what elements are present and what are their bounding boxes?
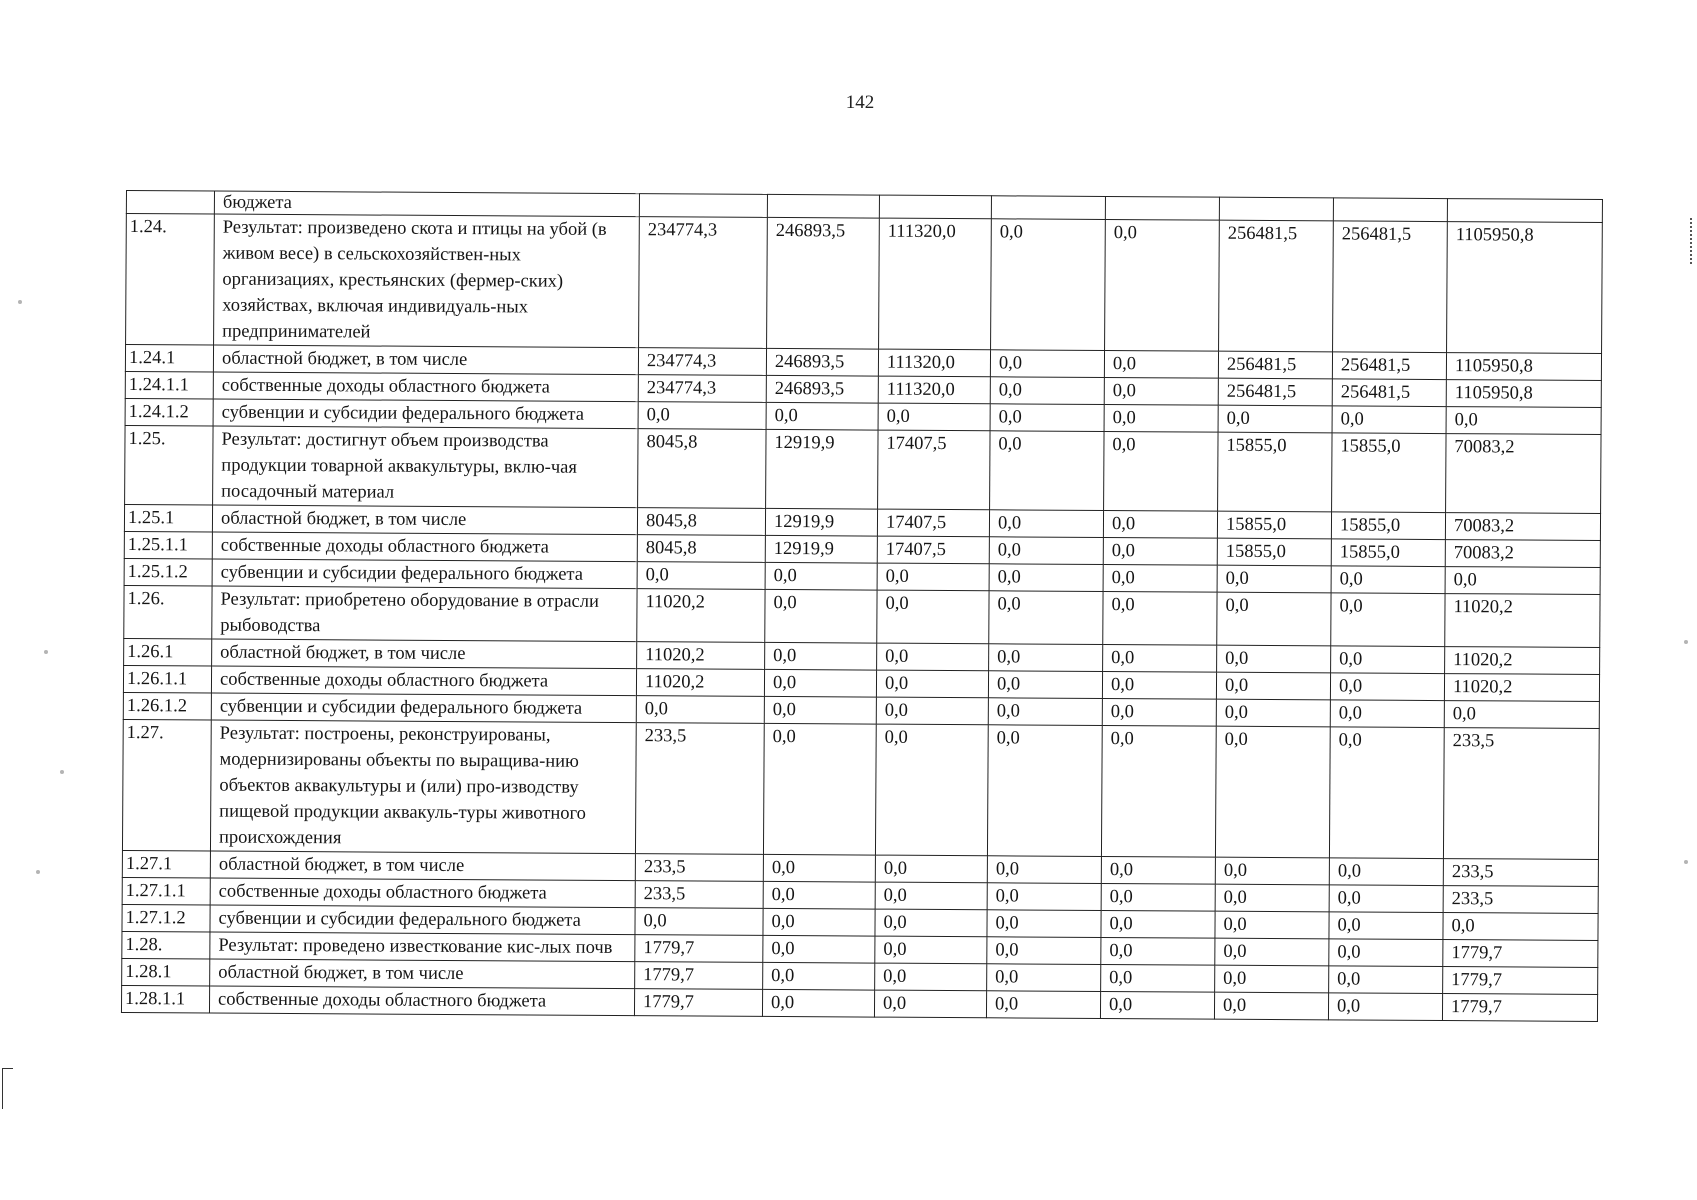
row-value-7: 15855,0 [1332, 433, 1446, 513]
row-value-5: 0,0 [1102, 698, 1216, 726]
row-value-1: 0,0 [638, 402, 766, 430]
row-value-7: 0,0 [1328, 993, 1442, 1021]
row-value-4: 0,0 [987, 964, 1101, 992]
row-code: 1.28. [122, 931, 210, 959]
row-value-7: 0,0 [1329, 966, 1443, 994]
row-value-4: 0,0 [988, 698, 1102, 726]
row-value-3: 0,0 [877, 643, 989, 671]
row-value-7: 256481,5 [1333, 221, 1448, 353]
row-code [126, 191, 214, 215]
row-value-5: 0,0 [1101, 883, 1215, 911]
row-value-1: 8045,8 [637, 508, 765, 536]
row-value-4: 0,0 [989, 510, 1103, 538]
row-name: Результат: построены, реконструированы, модернизированы объекты по выращива-нию объектов аквакультуры и (или) про-изводству пищевой продукции аквакуль-туры животного происхождения [210, 720, 636, 854]
row-value-5: 0,0 [1104, 350, 1218, 378]
row-value-6: 0,0 [1216, 672, 1330, 700]
row-value-6: 0,0 [1218, 405, 1332, 433]
row-value-5: 0,0 [1104, 404, 1218, 432]
row-value-3: 0,0 [876, 697, 988, 725]
row-value-4: 0,0 [989, 591, 1103, 645]
row-value-3: 0,0 [877, 563, 989, 591]
row-name: Результат: произведено скота и птицы на убой (в живом весе) в сельскохозяйствен-ных организациях, крестьянских (фермер-ских) хозяйствах, включая индивидуаль-ных предпринимателей [214, 214, 640, 348]
row-value-5: 0,0 [1101, 725, 1216, 857]
row-value-1: 1779,7 [634, 989, 762, 1017]
row-value-3: 17407,5 [877, 509, 989, 537]
row-value-8: 1779,7 [1443, 940, 1598, 968]
row-value-8: 0,0 [1444, 701, 1599, 729]
row-value-3: 0,0 [876, 670, 988, 698]
row-value-7: 256481,5 [1332, 379, 1446, 407]
row-value-4: 0,0 [991, 219, 1106, 351]
row-value-5: 0,0 [1104, 431, 1218, 511]
row-value-3: 0,0 [877, 590, 989, 644]
row-value-6: 0,0 [1214, 992, 1328, 1020]
row-code: 1.24.1.2 [125, 398, 213, 426]
row-value-2: 0,0 [765, 642, 877, 670]
scan-speck [60, 770, 64, 774]
row-value-3: 0,0 [875, 963, 987, 991]
row-name: областной бюджет, в том числе [210, 959, 635, 989]
row-value-8: 1779,7 [1442, 994, 1597, 1022]
row-name: субвенции и субсидии федерального бюджета [211, 693, 636, 723]
row-value-1: 11020,2 [637, 642, 765, 670]
row-value-1: 11020,2 [637, 589, 765, 643]
row-value-5: 0,0 [1104, 377, 1218, 405]
row-code: 1.26.1 [124, 638, 212, 666]
row-value-6: 15855,0 [1218, 432, 1332, 512]
row-value-4: 0,0 [989, 537, 1103, 565]
row-name: субвенции и субсидии федерального бюджета [213, 399, 638, 429]
row-value-5: 0,0 [1103, 644, 1217, 672]
row-value-6: 0,0 [1217, 592, 1331, 646]
row-value-6: 15855,0 [1217, 538, 1331, 566]
row-name: Результат: достигнут объем производства продукции товарной аквакультуры, вклю-чая посадочный материал [213, 426, 638, 508]
row-value-1: 233,5 [635, 854, 763, 882]
budget-table [121, 190, 1603, 1022]
row-value-2: 0,0 [763, 881, 875, 909]
row-code: 1.24.1.1 [125, 371, 213, 399]
row-value-8: 11020,2 [1444, 674, 1599, 702]
row-value-5: 0,0 [1103, 591, 1217, 645]
row-value-6: 0,0 [1215, 938, 1329, 966]
row-value-4: 0,0 [987, 937, 1101, 965]
row-value-5 [1105, 196, 1219, 220]
row-value-8: 70083,2 [1445, 513, 1600, 541]
row-value-3: 0,0 [878, 403, 990, 431]
row-value-5: 0,0 [1101, 937, 1215, 965]
row-value-5: 0,0 [1101, 910, 1215, 938]
row-value-6: 0,0 [1217, 565, 1331, 593]
row-name: бюджета [214, 191, 639, 217]
row-value-1: 11020,2 [636, 669, 764, 697]
row-name: Результат: проведено известкование кис-лых почв [210, 932, 635, 962]
row-value-8: 0,0 [1446, 407, 1601, 435]
row-value-1: 0,0 [637, 562, 765, 590]
row-name: Результат: приобретено оборудование в отрасли рыбоводства [212, 586, 637, 642]
row-value-5: 0,0 [1103, 537, 1217, 565]
row-code: 1.25.1.1 [124, 531, 212, 559]
row-value-4 [991, 196, 1105, 220]
row-value-1: 0,0 [636, 696, 764, 724]
row-value-7: 0,0 [1331, 646, 1445, 674]
row-code: 1.24. [126, 214, 215, 346]
row-name: субвенции и субсидии федерального бюджета [212, 559, 637, 589]
row-name: областной бюджет, в том числе [212, 639, 637, 669]
row-value-2: 0,0 [766, 402, 878, 430]
row-value-2: 0,0 [763, 908, 875, 936]
row-value-1: 234774,3 [638, 348, 766, 376]
row-value-2: 0,0 [765, 589, 877, 643]
row-value-8: 70083,2 [1446, 434, 1601, 514]
row-value-4: 0,0 [987, 856, 1101, 884]
row-value-3: 111320,0 [878, 349, 990, 377]
row-value-2: 12919,9 [765, 535, 877, 563]
row-value-3: 0,0 [875, 882, 987, 910]
row-value-5: 0,0 [1101, 856, 1215, 884]
row-value-2: 246893,5 [766, 375, 878, 403]
row-value-2: 0,0 [763, 935, 875, 963]
row-value-4: 0,0 [987, 883, 1101, 911]
row-value-6: 0,0 [1216, 699, 1330, 727]
row-value-2: 0,0 [763, 962, 875, 990]
row-value-1: 234774,3 [638, 375, 766, 403]
row-value-8: 1105950,8 [1446, 353, 1601, 381]
row-value-5: 0,0 [1103, 510, 1217, 538]
row-value-6: 256481,5 [1218, 378, 1332, 406]
row-code: 1.25.1 [124, 504, 212, 532]
row-value-8: 1779,7 [1443, 967, 1598, 995]
row-value-3: 0,0 [875, 724, 988, 856]
row-value-5: 0,0 [1102, 671, 1216, 699]
row-value-8: 11020,2 [1445, 647, 1600, 675]
table-row [122, 719, 1599, 859]
row-value-3: 111320,0 [879, 218, 992, 350]
row-value-8: 0,0 [1443, 913, 1598, 941]
row-value-4: 0,0 [988, 671, 1102, 699]
scan-speck [44, 650, 48, 654]
row-code: 1.27.1.2 [122, 904, 210, 932]
row-name: собственные доходы областного бюджета [211, 666, 636, 696]
row-code: 1.26. [124, 585, 212, 639]
row-value-3: 111320,0 [878, 376, 990, 404]
row-value-1: 1779,7 [635, 962, 763, 990]
row-value-8: 1105950,8 [1446, 380, 1601, 408]
row-code: 1.25. [125, 425, 213, 505]
row-value-2: 12919,9 [765, 508, 877, 536]
row-value-1 [639, 194, 767, 218]
row-value-1: 233,5 [635, 881, 763, 909]
row-value-7: 256481,5 [1332, 352, 1446, 380]
row-value-6 [1219, 197, 1333, 221]
row-value-2: 246893,5 [766, 348, 878, 376]
row-value-5: 0,0 [1100, 991, 1214, 1019]
row-value-6: 0,0 [1217, 645, 1331, 673]
row-value-2: 0,0 [763, 854, 875, 882]
row-code: 1.24.1 [125, 345, 213, 373]
row-value-2: 0,0 [764, 669, 876, 697]
row-value-2 [767, 194, 879, 218]
row-value-4: 0,0 [987, 910, 1101, 938]
row-value-1: 8045,8 [637, 535, 765, 563]
row-name: субвенции и субсидии федерального бюджета [210, 905, 635, 935]
row-value-7: 0,0 [1331, 566, 1445, 594]
row-name: собственные доходы областного бюджета [213, 372, 638, 402]
row-value-5: 0,0 [1105, 219, 1220, 351]
row-value-1: 233,5 [635, 723, 764, 855]
row-value-7 [1333, 198, 1447, 222]
scan-speck [1684, 640, 1688, 644]
row-value-8: 233,5 [1443, 859, 1598, 887]
row-code: 1.27.1.1 [122, 877, 210, 905]
row-value-7: 0,0 [1330, 700, 1444, 728]
row-value-8 [1447, 199, 1602, 223]
row-value-8: 1105950,8 [1447, 222, 1603, 354]
row-value-2: 0,0 [764, 696, 876, 724]
row-value-4: 0,0 [990, 431, 1104, 511]
row-value-7: 15855,0 [1331, 539, 1445, 567]
row-value-3: 17407,5 [878, 430, 990, 510]
row-value-7: 15855,0 [1331, 512, 1445, 540]
row-code: 1.28.1.1 [121, 985, 209, 1013]
row-value-7: 0,0 [1332, 406, 1446, 434]
row-value-2: 0,0 [763, 723, 876, 855]
row-code: 1.27.1 [122, 850, 210, 878]
row-code: 1.28.1 [122, 958, 210, 986]
row-code: 1.26.1.1 [123, 665, 211, 693]
row-value-6: 0,0 [1215, 726, 1330, 858]
row-value-8: 70083,2 [1445, 540, 1600, 568]
row-value-7: 0,0 [1330, 673, 1444, 701]
row-value-6: 0,0 [1215, 857, 1329, 885]
row-value-3: 0,0 [875, 909, 987, 937]
row-value-7: 0,0 [1329, 727, 1444, 859]
scan-speck [1684, 860, 1688, 864]
row-value-5: 0,0 [1103, 564, 1217, 592]
row-value-1: 234774,3 [639, 217, 768, 349]
row-code: 1.27. [122, 719, 211, 851]
row-name: областной бюджет, в том числе [210, 851, 635, 881]
row-value-2: 12919,9 [766, 429, 878, 509]
table-row [124, 585, 1600, 647]
row-value-1: 8045,8 [638, 429, 766, 509]
table-row [125, 425, 1601, 513]
row-value-8: 11020,2 [1445, 594, 1600, 648]
scan-speck [36, 870, 40, 874]
row-value-5: 0,0 [1101, 964, 1215, 992]
row-value-6: 0,0 [1215, 911, 1329, 939]
row-value-6: 15855,0 [1217, 511, 1331, 539]
row-value-6: 0,0 [1215, 965, 1329, 993]
row-name: областной бюджет, в том числе [213, 345, 638, 375]
row-value-7: 0,0 [1329, 912, 1443, 940]
row-value-3: 0,0 [875, 936, 987, 964]
row-value-4: 0,0 [989, 644, 1103, 672]
row-value-6: 0,0 [1215, 884, 1329, 912]
row-value-1: 0,0 [635, 908, 763, 936]
scan-speck [18, 300, 22, 304]
row-value-4: 0,0 [990, 404, 1104, 432]
table-body [121, 191, 1602, 1022]
row-name: собственные доходы областного бюджета [209, 986, 634, 1016]
row-value-3: 17407,5 [877, 536, 989, 564]
row-value-7: 0,0 [1331, 593, 1445, 647]
row-value-4: 0,0 [990, 350, 1104, 378]
row-value-4: 0,0 [989, 564, 1103, 592]
table-row [126, 214, 1603, 354]
row-value-7: 0,0 [1329, 939, 1443, 967]
row-value-3: 0,0 [874, 990, 986, 1018]
row-value-4: 0,0 [986, 991, 1100, 1019]
row-name: областной бюджет, в том числе [212, 505, 637, 535]
row-code: 1.26.1.2 [123, 692, 211, 720]
row-value-7: 0,0 [1329, 885, 1443, 913]
row-value-2: 0,0 [762, 989, 874, 1017]
row-value-6: 256481,5 [1219, 220, 1334, 352]
row-value-2: 246893,5 [767, 217, 880, 349]
row-name: собственные доходы областного бюджета [212, 532, 637, 562]
row-value-8: 0,0 [1445, 567, 1600, 595]
scan-edge-bracket [2, 1068, 13, 1109]
row-value-2: 0,0 [765, 562, 877, 590]
scan-edge-ticks [1690, 218, 1695, 264]
row-name: собственные доходы областного бюджета [210, 878, 635, 908]
row-code: 1.25.1.2 [124, 558, 212, 586]
row-value-1: 1779,7 [635, 935, 763, 963]
row-value-6: 256481,5 [1218, 351, 1332, 379]
row-value-7: 0,0 [1329, 858, 1443, 886]
row-value-8: 233,5 [1443, 886, 1598, 914]
page-number: 142 [845, 92, 875, 113]
row-value-8: 233,5 [1443, 728, 1599, 860]
row-value-3: 0,0 [875, 855, 987, 883]
row-value-4: 0,0 [990, 377, 1104, 405]
row-value-3 [879, 195, 991, 219]
row-value-4: 0,0 [987, 725, 1102, 857]
